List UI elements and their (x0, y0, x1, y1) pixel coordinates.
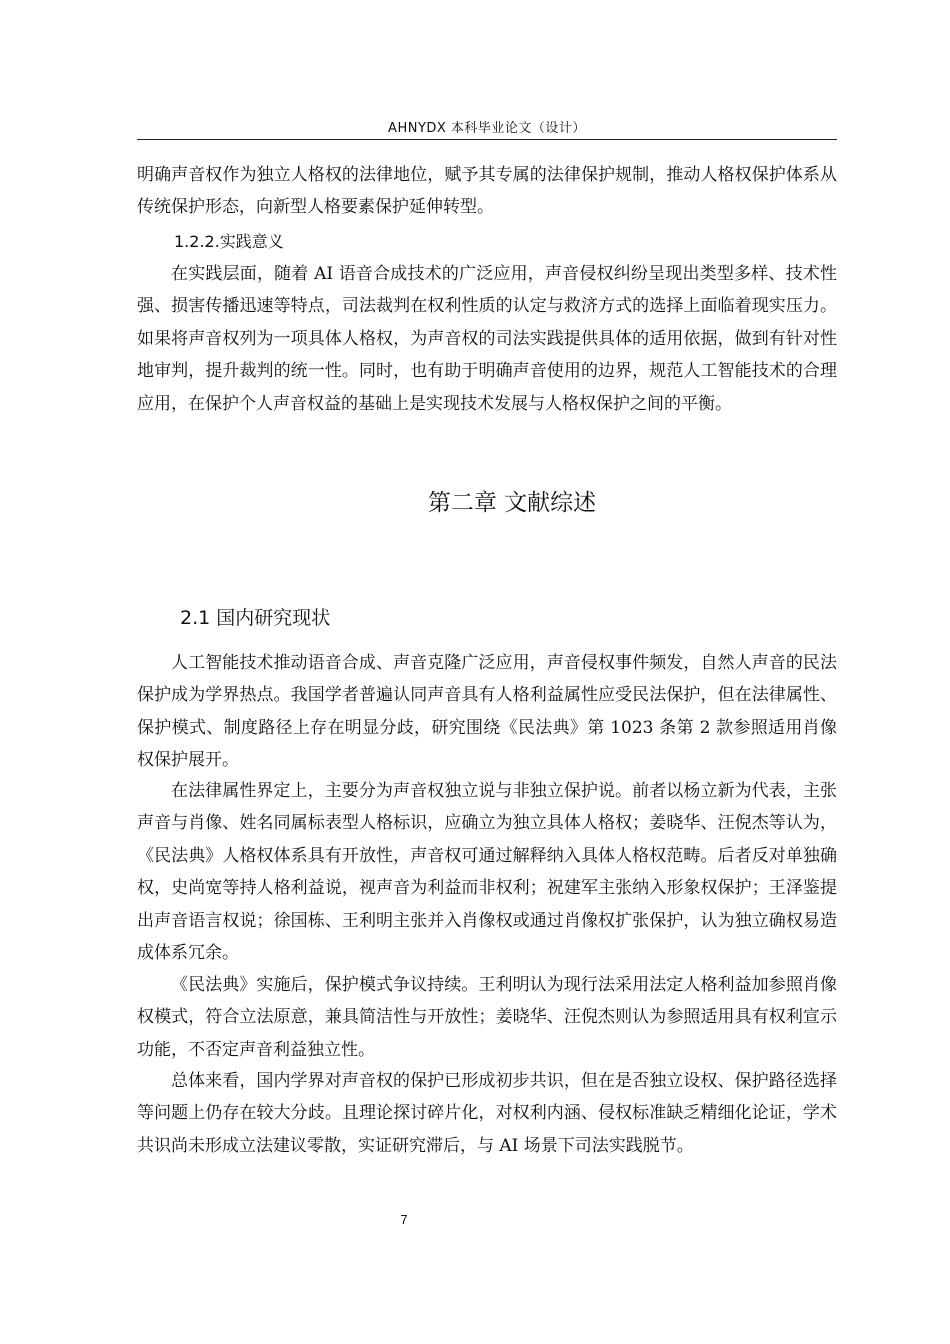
review-paragraph: 总体来看，国内学界对声音权的保护已形成初步共识，但在是否独立设权、保护路径选择等问题上仍存在较大分歧。且理论探讨碎片化，对权利内涵、侵权标准缺乏精细化论证，学术共识尚未形成立法建议零散，实证研究滞后，与 AI 场景下司法实践脱节。 (137, 1071, 837, 1156)
review-paragraph: 在法律属性界定上，主要分为声音权独立说与非独立保护说。前者以杨立新为代表，主张声音与肖像、姓名同属标表型人格标识，应确立为独立具体人格权；姜晓华、汪倪杰等认为，《民法典》人格权体系具有开放性，声音权可通过解释纳入具体人格权范畴。后者反对单独确权，史尚宽等持人格利益说，视声音为利益而非权利；祝建军主张纳入形象权保护；王泽鉴提出声音语言权说；徐国栋、王利明主张并入肖像权或通过肖像权扩张保护，认为独立确权易造成体系冗余。 (137, 781, 837, 964)
subsection-heading: 1.2.2.实践意义 (174, 232, 284, 251)
running-header: AHNYDX 本科毕业论文（设计） (388, 121, 586, 136)
section-title: 2.1 国内研究现状 (180, 607, 331, 629)
header-divider (137, 139, 837, 140)
review-paragraph: 人工智能技术推动语音合成、声音克隆广泛应用，声音侵权事件频发，自然人声音的民法保护成为学界热点。我国学者普遍认同声音具有人格利益属性应受民法保护，但在法律属性、保护模式、制度路径上存在明显分歧，研究围绕《民法典》第 1023 条第 2 款参照适用肖像权保护展开。 (137, 653, 837, 771)
review-paragraph: 《民法典》实施后，保护模式争议持续。王利明认为现行法采用法定人格利益加参照肖像权模式，符合立法原意，兼具简洁性与开放性；姜晓华、汪倪杰则认为参照适用具有权利宣示功能，不否定声音利益独立性。 (137, 975, 837, 1060)
chapter-title: 第二章 文献综述 (427, 490, 597, 516)
practice-paragraph: 在实践层面，随着 AI 语音合成技术的广泛应用，声音侵权纠纷呈现出类型多样、技术性强、损害传播迅速等特点，司法裁判在权利性质的认定与救济方式的选择上面临着现实压力。如果将声音权列为一项具体人格权，为声音权的司法实践提供具体的适用依据，做到有针对性地审判，提升裁判的统一性。同时，也有助于明确声音使用的边界，规范人工智能技术的合理应用，在保护个人声音权益的基础上是实现技术发展与人格权保护之间的平衡。 (137, 264, 837, 414)
page-number: 7 (400, 1212, 408, 1227)
continuation-paragraph: 明确声音权作为独立人格权的法律地位，赋予其专属的法律保护规制，推动人格权保护体系从传统保护形态，向新型人格要素保护延伸转型。 (137, 165, 837, 218)
